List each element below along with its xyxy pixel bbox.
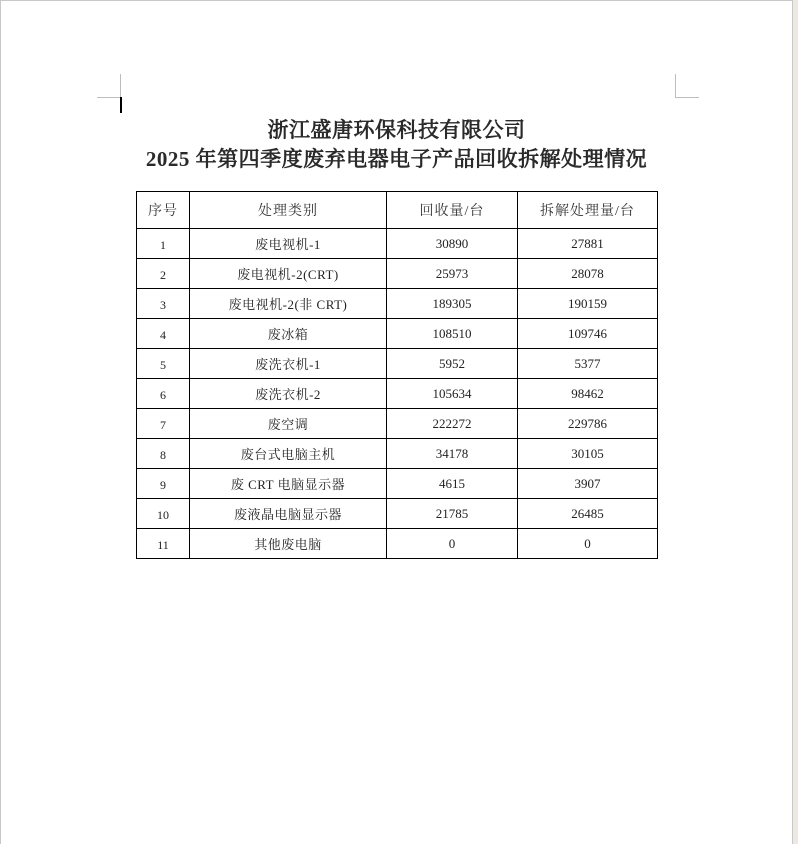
cell-no: 3 <box>137 289 190 319</box>
header-no: 序号 <box>137 192 190 229</box>
table-row <box>137 529 658 559</box>
cell-category: 废液晶电脑显示器 <box>190 499 387 529</box>
header-category: 处理类别 <box>190 192 387 229</box>
header-recycled: 回收量/台 <box>387 192 518 229</box>
cell-recycled: 34178 <box>387 439 518 469</box>
table-row <box>137 469 658 499</box>
cell-no: 11 <box>137 529 190 559</box>
table-row <box>137 289 658 319</box>
cell-recycled: 4615 <box>387 469 518 499</box>
cell-recycled: 222272 <box>387 409 518 439</box>
cell-category: 废电视机-1 <box>190 229 387 259</box>
table-row <box>137 319 658 349</box>
cell-dismantled: 5377 <box>518 349 658 379</box>
table-header-row <box>137 192 658 229</box>
cell-category: 废电视机-2(非 CRT) <box>190 289 387 319</box>
cell-no: 8 <box>137 439 190 469</box>
table-row <box>137 439 658 469</box>
cell-category: 废电视机-2(CRT) <box>190 259 387 289</box>
cell-no: 1 <box>137 229 190 259</box>
cell-recycled: 105634 <box>387 379 518 409</box>
text-cursor <box>120 97 122 113</box>
cell-dismantled: 26485 <box>518 499 658 529</box>
table-row <box>137 229 658 259</box>
cell-no: 10 <box>137 499 190 529</box>
cell-category: 废台式电脑主机 <box>190 439 387 469</box>
cell-recycled: 5952 <box>387 349 518 379</box>
cell-dismantled: 98462 <box>518 379 658 409</box>
cell-recycled: 189305 <box>387 289 518 319</box>
table-row <box>137 409 658 439</box>
table-row <box>137 259 658 289</box>
cell-category: 废洗衣机-1 <box>190 349 387 379</box>
cell-category: 废洗衣机-2 <box>190 379 387 409</box>
cell-dismantled: 30105 <box>518 439 658 469</box>
margin-corner-mark-top-right <box>675 74 699 98</box>
cell-dismantled: 3907 <box>518 469 658 499</box>
cell-no: 7 <box>137 409 190 439</box>
table-row <box>137 379 658 409</box>
cell-no: 6 <box>137 379 190 409</box>
cell-no: 4 <box>137 319 190 349</box>
cell-recycled: 25973 <box>387 259 518 289</box>
cell-recycled: 108510 <box>387 319 518 349</box>
recycling-table <box>136 191 658 559</box>
cell-dismantled: 28078 <box>518 259 658 289</box>
header-dismantled: 拆解处理量/台 <box>518 192 658 229</box>
cell-category: 废 CRT 电脑显示器 <box>190 469 387 499</box>
cell-no: 2 <box>137 259 190 289</box>
cell-recycled: 30890 <box>387 229 518 259</box>
document-title-report: 2025 年第四季度废弃电器电子产品回收拆解处理情况 <box>145 147 648 171</box>
cell-dismantled: 0 <box>518 529 658 559</box>
cell-dismantled: 190159 <box>518 289 658 319</box>
cell-category: 废冰箱 <box>190 319 387 349</box>
cell-dismantled: 109746 <box>518 319 658 349</box>
cell-category: 废空调 <box>190 409 387 439</box>
cell-no: 5 <box>137 349 190 379</box>
table-row <box>137 349 658 379</box>
cell-dismantled: 27881 <box>518 229 658 259</box>
page-gutter <box>793 0 798 844</box>
cell-category: 其他废电脑 <box>190 529 387 559</box>
cell-dismantled: 229786 <box>518 409 658 439</box>
table-row <box>137 499 658 529</box>
margin-corner-mark-top-left <box>97 74 121 98</box>
cell-no: 9 <box>137 469 190 499</box>
document-title-company: 浙江盛唐环保科技有限公司 <box>267 118 526 142</box>
cell-recycled: 0 <box>387 529 518 559</box>
cell-recycled: 21785 <box>387 499 518 529</box>
